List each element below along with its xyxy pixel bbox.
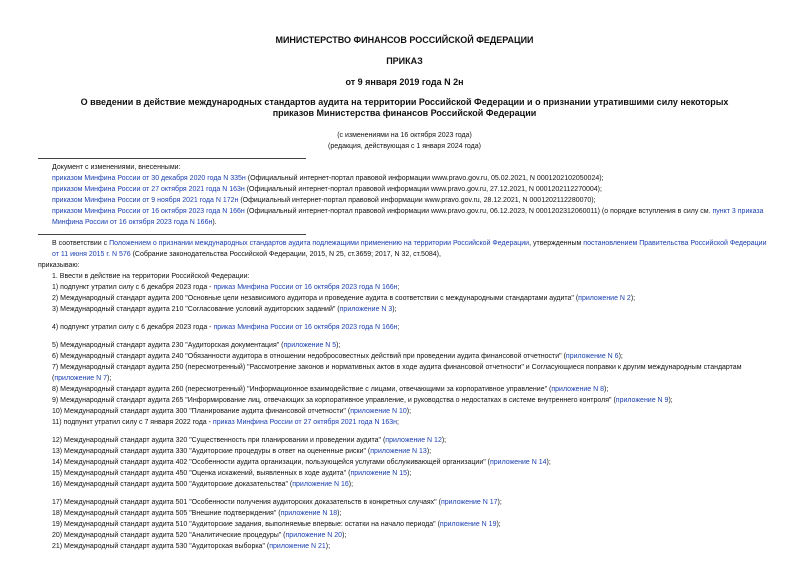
appendix-link[interactable]: приложение N 19 [439, 521, 497, 528]
list-item-text: 1) подпункт утратил силу с 6 декабря 2023 года - [52, 284, 214, 291]
list-item-tail: ); [342, 532, 347, 539]
appendix-link[interactable]: приложение N 3 [339, 306, 393, 313]
list-item [38, 362, 771, 384]
list-item [38, 530, 771, 541]
appendix-link[interactable]: приложение N 14 [490, 459, 547, 466]
appendix-link[interactable]: приложение N 20 [285, 532, 343, 539]
amendments-block [38, 162, 771, 228]
list-item-tail: ); [441, 437, 447, 444]
list-item-tail: ); [337, 510, 342, 517]
amendment-link[interactable]: приказом Минфина России от 27 октября 2021 года N 163н [52, 186, 245, 193]
list-spacer [38, 315, 771, 322]
list-spacer [38, 490, 771, 497]
amendment-text: (Официальный интернет-портал правовой информации www.pravo.gov.ru, 28.12.2021, N 0001202112280070); [238, 197, 596, 204]
appendix-link[interactable]: приложение N 17 [440, 499, 498, 506]
list-item-tail: ); [406, 470, 412, 477]
appendix-link[interactable]: приказ Минфина России от 16 октября 2023 года N 166н [213, 324, 398, 331]
preamble-text: В соответствии с [52, 240, 110, 247]
list-item [38, 435, 771, 446]
list-item-text: 15) Международный стандарт аудита 450 "Оценка искажений, выявленных в ходе аудита" ( [52, 470, 351, 477]
list-item [38, 293, 771, 304]
list-item-tail: ); [618, 353, 623, 360]
list-item [38, 497, 771, 508]
list-item-tail: ); [496, 521, 501, 528]
amendments-heading: Документ с изменениями, внесенными: [52, 164, 181, 171]
list-item [38, 417, 771, 428]
appendix-link[interactable]: приложение N 13 [370, 448, 427, 455]
appendix-link[interactable]: приложение N 10 [350, 408, 407, 415]
amendment-text: (Официальный интернет-портал правовой информации www.pravo.gov.ru, 05.02.2021, N 0001202102050024); [245, 175, 604, 182]
preamble-command: приказываю: [38, 262, 80, 269]
preamble-text: , утвержденным [529, 240, 584, 247]
list-item-tail: ; [397, 284, 400, 291]
list-item [38, 384, 771, 395]
appendix-link[interactable]: приказ Минфина России от 16 октября 2023 года N 166н [213, 284, 398, 291]
list-item-text: 10) Международный стандарт аудита 300 "Планирование аудита финансовой отчетности" ( [52, 408, 351, 415]
appendix-link[interactable]: приложение N 16 [292, 481, 349, 488]
list-item [38, 519, 771, 530]
list-item [38, 468, 771, 479]
appendix-link[interactable]: приложение N 15 [350, 470, 407, 477]
list-item-text: 3) Международный стандарт аудита 210 "Согласование условий аудиторских заданий" ( [52, 306, 340, 313]
list-spacer [38, 428, 771, 435]
preamble [38, 238, 771, 260]
amendment-link[interactable]: приказом Минфина России от 30 декабря 2020 года N 335н [52, 175, 246, 182]
list-item-tail: ); [604, 386, 609, 393]
list-item-text: 4) подпункт утратил силу с 6 декабря 2023 года - [52, 324, 214, 331]
list-item [38, 479, 771, 490]
edition-changes: (с изменениями на 16 октября 2023 года) [337, 132, 472, 139]
list-item-text: 5) Международный стандарт аудита 230 "Аудиторская документация" ( [52, 342, 284, 349]
amendment-item [38, 195, 771, 206]
divider [38, 234, 306, 235]
order-date: от 9 января 2019 года N 2н [345, 77, 464, 87]
list-item-text: 16) Международный стандарт аудита 500 "Аудиторские доказательства" ( [52, 481, 293, 488]
list-item-text: 11) подпункт утратил силу с 7 января 2022 года - [52, 419, 213, 426]
standards-list [38, 282, 771, 552]
appendix-link[interactable]: приложение N 8 [551, 386, 605, 393]
list-item [38, 304, 771, 315]
appendix-link[interactable]: приложение N 5 [283, 342, 337, 349]
list-item-tail: ); [348, 481, 354, 488]
list-item-tail: ); [406, 408, 412, 415]
appendix-link[interactable]: приложение N 21 [269, 543, 326, 550]
appendix-link[interactable]: приложение N 18 [280, 510, 338, 517]
list-item-text: 12) Международный стандарт аудита 320 "Существенность при планировании и проведении аудита" ( [52, 437, 386, 444]
list-item [38, 351, 771, 362]
list-item [38, 322, 771, 333]
government-decree-link[interactable]: постановлением Правительства Российской Федерации от 11 июня 2015 г. N 576 [52, 240, 767, 258]
list-item [38, 508, 771, 519]
list-item-text: 9) Международный стандарт аудита 265 "Информирование лиц, отвечающих за корпоративное управление, и руководства о недостатках в системе внутреннего контроля" ( [52, 397, 616, 404]
order-body [38, 238, 771, 552]
amendment-link[interactable]: приказом Минфина России от 16 октября 2023 года N 166н [52, 208, 245, 215]
order-heading: ПРИКАЗ [386, 56, 423, 66]
list-item [38, 340, 771, 351]
appendix-link[interactable]: приложение N 2 [578, 295, 631, 302]
appendix-link[interactable]: приказ Минфина России от 27 октября 2021 года N 163н [212, 419, 398, 426]
list-item-text: 21) Международный стандарт аудита 530 "Аудиторская выборка" ( [52, 543, 270, 550]
divider [38, 158, 306, 159]
amendment-link[interactable]: приказом Минфина России от 9 ноября 2021 года N 172н [52, 197, 239, 204]
list-item [38, 282, 771, 293]
list-item-tail: ); [668, 397, 673, 404]
list-item-text: 8) Международный стандарт аудита 260 (пересмотренный) "Информационное взаимодействие с лицами, отвечающими за корпоративное управление" ( [52, 386, 552, 393]
preamble-text: (Собрание законодательства Российской Федерации, 2015, N 25, ст.3659; 2017, N 32, ст.5084), [130, 251, 441, 258]
appendix-link[interactable]: приложение N 12 [385, 437, 442, 444]
list-item-tail: ); [630, 295, 636, 302]
ministry-heading: МИНИСТЕРСТВО ФИНАНСОВ РОССИЙСКОЙ ФЕДЕРАЦИИ [275, 35, 534, 45]
list-spacer [38, 333, 771, 340]
list-item-text: 7) Международный стандарт аудита 250 (пересмотренный) "Рассмотрение законов и нормативных актов в ходе аудита финансовой отчетности" и Согласующиеся поправки к другим международным стандартам ( [52, 364, 742, 382]
list-item-text: 14) Международный стандарт аудита 402 "Особенности аудита организации, пользующейся услугами обслуживающей организации" ( [52, 459, 490, 466]
appendix-link[interactable]: приложение N 9 [615, 397, 669, 404]
list-item-tail: ); [336, 342, 341, 349]
list-item-tail: ); [546, 459, 551, 466]
amendment-tail: ). [212, 219, 217, 226]
amendment-item [38, 184, 771, 195]
regulation-link[interactable]: Положением о признании международных стандартов аудита подлежащими применению на территории Российской Федерации [109, 240, 530, 247]
list-item-tail: ); [107, 375, 112, 382]
amendment-text: (Официальный интернет-портал правовой информации www.pravo.gov.ru, 06.12.2023, N 0001202312060011) (о порядке вступления в силу см. [244, 208, 713, 215]
list-item-text: 13) Международный стандарт аудита 330 "Аудиторские процедуры в ответ на оцененные риски" ( [52, 448, 371, 455]
list-item-tail: ); [325, 543, 331, 550]
list-item-tail: ); [426, 448, 432, 455]
list-item-text: 2) Международный стандарт аудита 200 "Основные цели независимого аудитора и проведение аудита в соответствии с международными стандартами аудита" ( [52, 295, 579, 302]
list-item-tail: ); [497, 499, 502, 506]
list-item-text: 18) Международный стандарт аудита 505 "Внешние подтверждения" ( [52, 510, 281, 517]
clause-1: 1. Ввести в действие на территории Российской Федерации: [52, 273, 250, 280]
list-item-text: 6) Международный стандарт аудита 240 "Обязанности аудитора в отношении недобросовестных действий при проведении аудита финансовой отчетности" ( [52, 353, 566, 360]
list-item-text: 20) Международный стандарт аудита 520 "Аналитические процедуры" ( [52, 532, 286, 539]
list-item [38, 457, 771, 468]
list-item-text: 19) Международный стандарт аудита 510 "Аудиторские задания, выполняемые впервые: остатки на начало периода" ( [52, 521, 440, 528]
edition-effective: (редакция, действующая с 1 января 2024 года) [328, 143, 481, 150]
amendment-item [38, 173, 771, 184]
edition-note [38, 130, 771, 152]
amendment-clause-link[interactable]: пункт 3 приказа Минфина России от 16 октября 2023 года N 166н [52, 208, 764, 226]
list-item-tail: ; [397, 324, 400, 331]
list-item-text: 17) Международный стандарт аудита 501 "Особенности получения аудиторских доказательств в конкретных случаях" ( [52, 499, 441, 506]
appendix-link[interactable]: приложение N 6 [565, 353, 619, 360]
list-item-tail: ); [392, 306, 397, 313]
amendment-text: (Официальный интернет-портал правовой информации www.pravo.gov.ru, 27.12.2021, N 0001202112270004); [244, 186, 602, 193]
list-item [38, 395, 771, 406]
list-item [38, 406, 771, 417]
list-item [38, 541, 771, 552]
amendment-item [38, 206, 771, 228]
order-title: О введении в действие международных стандартов аудита на территории Российской Федерации и о признании утратившими силу некоторых приказов Министерства финансов Российской Федерации [80, 97, 729, 118]
appendix-link[interactable]: приложение N 7 [54, 375, 107, 382]
list-item [38, 446, 771, 457]
list-item-tail: ; [397, 419, 399, 426]
